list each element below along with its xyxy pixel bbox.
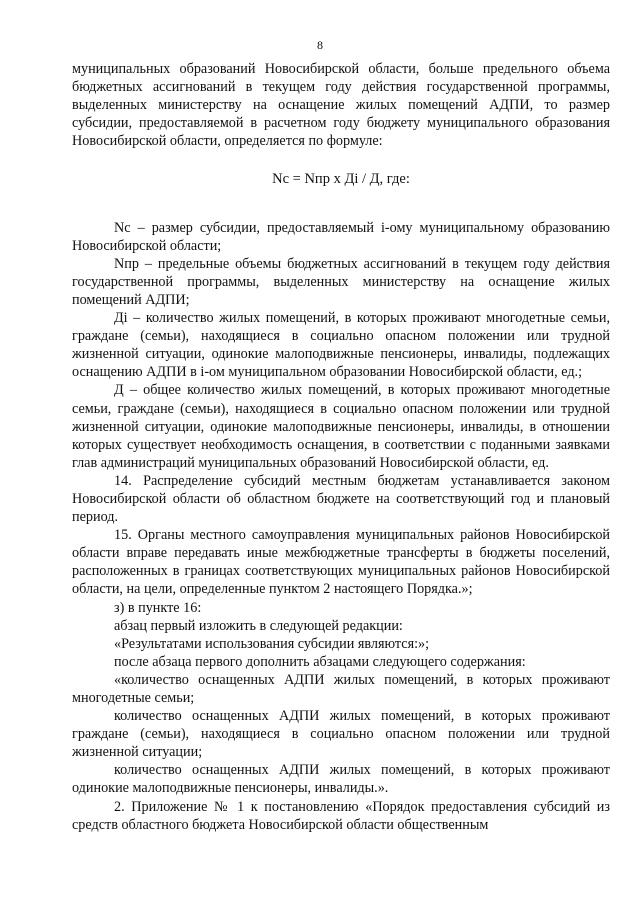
paragraph-results-quote: «Результатами использования субсидии являются:»; <box>114 635 430 652</box>
paragraph-item-14: 14. Распределение субсидий местным бюджетам устанавливается законом Новосибирской области об областном бюджете на соответствующий год и плановый период. <box>72 472 610 526</box>
paragraph-subitem-z: з) в пункте 16: <box>114 599 202 616</box>
paragraph-nc-definition: Nc – размер субсидии, предоставляемый i-ому муниципальному образованию Новосибирской области; <box>72 219 610 254</box>
paragraph-first-abzac: абзац первый изложить в следующей редакции: <box>114 617 403 634</box>
paragraph-item-15: 15. Органы местного самоуправления муниципальных районов Новосибирской области вправе передавать иные межбюджетные трансферты в бюджеты поселений, расположенных в границах соответствующих муниципальных районов Новосибирской области, на цели, определенные пунктом 2 настоящего Порядка.»; <box>72 527 610 598</box>
document-body <box>72 60 610 834</box>
paragraph-d-definition: Д – общее количество жилых помещений, в которых проживают многодетные семьи, граждане (семьи), находящиеся в социально опасном положении или трудной жизненной ситуации, одинокие малоподвижные пенсионеры, инвалиды, в отношении которых существует необходимость оснащения, в соответствии с поданными заявками глав администраций муниципальных образований Новосибирской области, ед. <box>72 382 610 471</box>
paragraph-npr-definition: Nпр – предельные объемы бюджетных ассигнований в текущем году действия государственной программы, выделенных министерству на оснащение жилых помещений АДПИ; <box>72 255 610 308</box>
paragraph-intro: муниципальных образований Новосибирской области, больше предельного объема бюджетных ассигнований в текущем году действия государственной программы, выделенных министерству на оснащение жилых помещений АДПИ, то размер субсидии, предоставляемой в расчетном году бюджету муниципального образования Новосибирской области, определяется по формуле: <box>72 61 610 150</box>
page-number: 8 <box>317 38 323 52</box>
paragraph-result-difficult-situation: количество оснащенных АДПИ жилых помещений, в которых проживают граждане (семьи), находящиеся в социально опасном положении или трудной жизненной ситуации; <box>72 708 610 761</box>
paragraph-appendix-1: 2. Приложение № 1 к постановлению «Порядок предоставления субсидий из средств областного бюджета Новосибирской области общественным <box>72 798 610 833</box>
paragraph-add-abzacs: после абзаца первого дополнить абзацами следующего содержания: <box>114 653 526 670</box>
paragraph-result-large-families: «количество оснащенных АДПИ жилых помещений, в которых проживают многодетные семьи; <box>72 671 610 706</box>
formula: Nc = Nпр x Дi / Д, где: <box>272 171 410 188</box>
paragraph-result-pensioners: количество оснащенных АДПИ жилых помещений, в которых проживают одинокие малоподвижные пенсионеры, инвалиды.». <box>72 762 610 797</box>
paragraph-di-definition: Дi – количество жилых помещений, в которых проживают многодетные семьи, граждане (семьи), находящиеся в социально опасном положении или трудной жизненной ситуации, одинокие малоподвижные пенсионеры, инвалиды, подлежащих оснащению АДПИ в i-ом муниципальном образовании Новосибирской области, ед.; <box>72 310 610 381</box>
